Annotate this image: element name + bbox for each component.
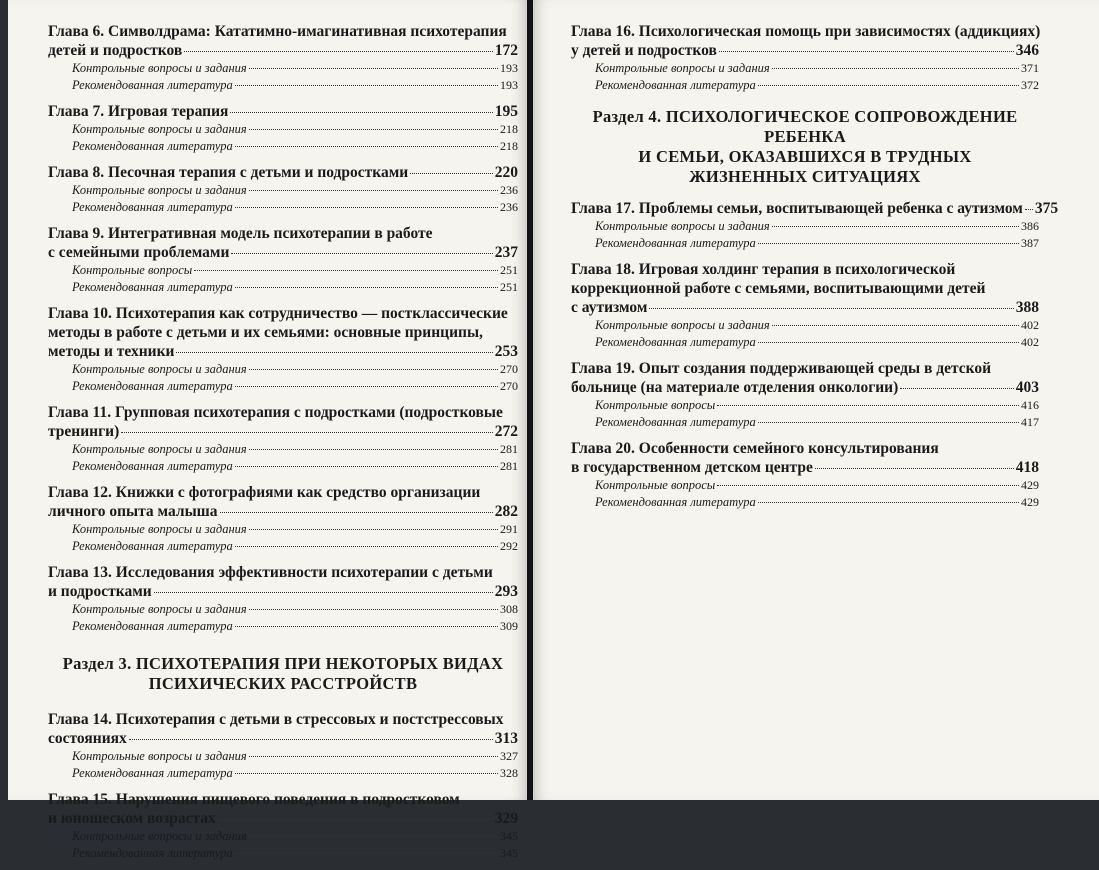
chapter-title-text: Глава 7. Игровая терапия: [48, 103, 229, 120]
chapter-title-text: Глава 19. Опыт создания поддерживающей среды в детской: [571, 360, 992, 377]
chapter-title-text: Глава 16. Психологическая помощь при зависимостях (аддикциях): [571, 23, 1041, 40]
chapter-page-number: 329: [494, 810, 518, 827]
dot-leader: [249, 369, 498, 370]
section-heading-line: Раздел 3. ПСИХОТЕРАПИЯ ПРИ НЕКОТОРЫХ ВИДАХ: [62, 654, 504, 673]
chapter-page-number: 253: [494, 343, 518, 360]
right-toc: [571, 22, 1059, 519]
chapter-title-text: Глава 6. Символдрама: Кататимно-имагинативная психотерапия: [48, 23, 507, 40]
dot-leader: [815, 468, 1014, 469]
right-page: [533, 0, 1099, 800]
chapter-title-text: Глава 17. Проблемы семьи, воспитывающей ребенка с аутизмом: [571, 200, 1023, 217]
dot-leader: [410, 173, 493, 174]
subentry-label: Контрольные вопросы: [72, 263, 193, 277]
section-heading-line: Раздел 4. ПСИХОЛОГИЧЕСКОЕ СОПРОВОЖДЕНИЕ РЕБЕНКА: [592, 107, 1018, 146]
subentry-page-number: 372: [1021, 77, 1039, 92]
subentry-page-number: 281: [500, 458, 518, 473]
dot-leader: [719, 51, 1014, 52]
toc-subentry: [571, 218, 1039, 235]
chapter-page-number: 272: [494, 423, 518, 440]
chapter-title-text: и юношеском возрастах: [48, 810, 216, 827]
subentry-page-number: 270: [500, 362, 518, 376]
chapter-title-line: [48, 163, 518, 182]
dot-leader: [249, 836, 498, 837]
subentry-label: Контрольные вопросы и задания: [595, 318, 770, 332]
subentry-label: Рекомендованная литература: [72, 138, 233, 153]
subentry-label: Рекомендованная литература: [72, 77, 233, 92]
toc-chapter: [48, 403, 518, 474]
toc-subentry: [48, 60, 518, 77]
chapter-title-line: [571, 378, 1039, 397]
chapter-title-text: личного опыта малыша: [48, 503, 218, 520]
subentry-label: Контрольные вопросы и задания: [72, 829, 247, 843]
subentry-page-number: 402: [1021, 318, 1039, 332]
toc-subentry: [571, 60, 1039, 77]
dot-leader: [218, 819, 493, 820]
subentry-page-number: 251: [500, 279, 518, 294]
chapter-title-line: [48, 22, 518, 41]
chapter-title-line: [48, 729, 518, 748]
subentry-label: Рекомендованная литература: [595, 494, 756, 509]
toc-chapter: [48, 224, 518, 295]
subentry-label: Контрольные вопросы и задания: [595, 219, 770, 233]
dot-leader: [1025, 209, 1033, 210]
dot-leader: [235, 626, 498, 627]
chapter-title-line: [571, 359, 1039, 378]
dot-leader: [772, 68, 1019, 69]
toc-subentry: [48, 361, 518, 378]
toc-subentry: [48, 441, 518, 458]
subentry-page-number: 417: [1021, 414, 1039, 429]
chapter-title-line: [571, 199, 1059, 218]
dot-leader: [235, 287, 498, 288]
chapter-title-line: [571, 41, 1039, 60]
chapter-title-line: [48, 41, 518, 60]
toc-subentry: [48, 538, 518, 555]
toc-chapter: [48, 304, 518, 394]
chapter-title-line: [571, 298, 1039, 317]
dot-leader: [235, 207, 498, 208]
dot-leader: [249, 756, 498, 757]
dot-leader: [235, 546, 498, 547]
dot-leader: [249, 68, 498, 69]
chapter-title-line: [48, 323, 518, 342]
toc-subentry: [571, 477, 1039, 494]
subentry-label: Рекомендованная литература: [595, 235, 756, 250]
toc-subentry: [48, 458, 518, 475]
dot-leader: [121, 432, 493, 433]
subentry-page-number: 371: [1021, 61, 1039, 75]
subentry-page-number: 193: [500, 61, 518, 75]
toc-subentry: [48, 199, 518, 216]
dot-leader: [772, 226, 1019, 227]
toc-subentry: [48, 748, 518, 765]
subentry-page-number: 345: [500, 829, 518, 843]
subentry-page-number: 327: [500, 749, 518, 763]
dot-leader: [235, 146, 498, 147]
subentry-label: Контрольные вопросы и задания: [72, 183, 247, 197]
dot-leader: [249, 529, 498, 530]
subentry-label: Рекомендованная литература: [72, 845, 233, 860]
toc-subentry: [571, 397, 1039, 414]
chapter-title-line: [48, 790, 518, 809]
dot-leader: [235, 853, 498, 854]
toc-chapter: [571, 359, 1039, 430]
chapter-title-line: [571, 279, 1039, 298]
subentry-page-number: 193: [500, 77, 518, 92]
toc-subentry: [571, 414, 1039, 431]
chapter-title-text: Глава 12. Книжки с фотографиями как средство организации: [48, 484, 481, 501]
toc-subentry: [48, 521, 518, 538]
chapter-title-text: Глава 9. Интегративная модель психотерапии в работе: [48, 225, 433, 242]
subentry-label: Контрольные вопросы и задания: [595, 61, 770, 75]
dot-leader: [249, 129, 498, 130]
chapter-title-text: у детей и подростков: [571, 42, 717, 59]
toc-subentry: [571, 235, 1039, 252]
toc-chapter: [571, 439, 1039, 510]
left-page: [8, 0, 527, 860]
chapter-page-number: 293: [494, 583, 518, 600]
chapter-title-text: в государственном детском центре: [571, 459, 813, 476]
subentry-label: Рекомендованная литература: [72, 618, 233, 633]
subentry-page-number: 308: [500, 602, 518, 616]
chapter-page-number: 195: [494, 103, 518, 120]
chapter-title-text: и подростками: [48, 583, 152, 600]
chapter-title-line: [571, 22, 1039, 41]
toc-chapter: [48, 710, 518, 781]
dot-leader: [194, 270, 498, 271]
subentry-label: Контрольные вопросы и задания: [72, 522, 247, 536]
chapter-title-line: [48, 809, 518, 828]
subentry-label: Рекомендованная литература: [72, 378, 233, 393]
toc-chapter: [571, 260, 1039, 350]
subentry-label: Контрольные вопросы и задания: [72, 749, 247, 763]
toc-subentry: [48, 828, 518, 845]
subentry-page-number: 345: [500, 845, 518, 860]
chapter-page-number: 388: [1015, 299, 1039, 316]
section-heading-line: И СЕМЬИ, ОКАЗАВШИХСЯ В ТРУДНЫХ: [638, 147, 972, 166]
subentry-label: Рекомендованная литература: [72, 279, 233, 294]
toc-subentry: [48, 279, 518, 296]
chapter-title-text: Глава 15. Нарушения пищевого поведения в подростковом: [48, 791, 460, 808]
dot-leader: [249, 449, 498, 450]
dot-leader: [230, 112, 492, 113]
subentry-label: Рекомендованная литература: [72, 538, 233, 553]
subentry-page-number: 429: [1021, 478, 1039, 492]
chapter-title-text: Глава 18. Игровая холдинг терапия в психологической: [571, 261, 956, 278]
chapter-title-line: [48, 403, 518, 422]
dot-leader: [649, 308, 1013, 309]
dot-leader: [154, 592, 493, 593]
toc-subentry: [48, 182, 518, 199]
chapter-title-text: детей и подростков: [48, 42, 183, 59]
subentry-page-number: 386: [1021, 219, 1039, 233]
dot-leader: [176, 352, 492, 353]
chapter-title-line: [48, 422, 518, 441]
dot-leader: [758, 422, 1019, 423]
toc-subentry: [48, 618, 518, 635]
subentry-page-number: 270: [500, 378, 518, 393]
subentry-page-number: 291: [500, 522, 518, 536]
toc-subentry: [571, 494, 1039, 511]
toc-subentry: [48, 121, 518, 138]
toc-subentry: [571, 334, 1039, 351]
chapter-page-number: 172: [494, 42, 518, 59]
subentry-label: Рекомендованная литература: [72, 765, 233, 780]
subentry-page-number: 402: [1021, 334, 1039, 349]
subentry-label: Контрольные вопросы: [595, 478, 716, 492]
dot-leader: [249, 190, 498, 191]
chapter-title-line: [48, 243, 518, 262]
chapter-title-text: с аутизмом: [571, 299, 648, 316]
toc-subentry: [571, 317, 1039, 334]
toc-subentry: [571, 77, 1039, 94]
toc-subentry: [48, 138, 518, 155]
dot-leader: [220, 512, 493, 513]
dot-leader: [758, 342, 1019, 343]
toc-subentry: [48, 601, 518, 618]
chapter-title-text: Глава 14. Психотерапия с детьми в стрессовых и постстрессовых: [48, 711, 504, 728]
section-heading: [48, 654, 518, 694]
chapter-title-line: [48, 102, 518, 121]
dot-leader: [900, 388, 1013, 389]
chapter-title-text: состояниях: [48, 730, 127, 747]
subentry-page-number: 218: [500, 122, 518, 136]
chapter-page-number: 220: [494, 164, 518, 181]
subentry-label: Рекомендованная литература: [595, 77, 756, 92]
chapter-title-text: методы в работе с детьми и их семьями: основные принципы,: [48, 324, 483, 341]
toc-subentry: [48, 77, 518, 94]
dot-leader: [249, 609, 498, 610]
toc-chapter: [48, 102, 518, 154]
section-heading: [571, 107, 1039, 187]
subentry-label: Рекомендованная литература: [595, 414, 756, 429]
subentry-label: Рекомендованная литература: [595, 334, 756, 349]
dot-leader: [717, 485, 1019, 486]
dot-leader: [758, 502, 1019, 503]
chapter-title-line: [571, 260, 1039, 279]
toc-chapter: [48, 483, 518, 554]
toc-subentry: [48, 262, 518, 279]
dot-leader: [758, 85, 1019, 86]
section-heading-line: ПСИХИЧЕСКИХ РАССТРОЙСТВ: [148, 674, 418, 693]
chapter-page-number: 282: [494, 503, 518, 520]
chapter-title-text: Глава 20. Особенности семейного консультирования: [571, 440, 939, 457]
subentry-page-number: 281: [500, 442, 518, 456]
chapter-page-number: 418: [1015, 459, 1039, 476]
subentry-page-number: 218: [500, 138, 518, 153]
dot-leader: [184, 51, 493, 52]
section-heading-line: ЖИЗНЕННЫХ СИТУАЦИЯХ: [689, 167, 921, 186]
dot-leader: [235, 466, 498, 467]
subentry-label: Рекомендованная литература: [72, 458, 233, 473]
chapter-title-text: Глава 13. Исследования эффективности психотерапии с детьми: [48, 564, 493, 581]
subentry-label: Контрольные вопросы: [595, 398, 716, 412]
dot-leader: [129, 739, 493, 740]
chapter-page-number: 313: [494, 730, 518, 747]
subentry-page-number: 416: [1021, 398, 1039, 412]
subentry-page-number: 309: [500, 618, 518, 633]
toc-chapter: [48, 22, 518, 93]
dot-leader: [235, 386, 498, 387]
chapter-title-text: Глава 8. Песочная терапия с детьми и подростками: [48, 164, 409, 181]
chapter-title-line: [48, 710, 518, 729]
toc-subentry: [48, 765, 518, 782]
subentry-page-number: 236: [500, 199, 518, 214]
dot-leader: [235, 85, 498, 86]
toc-chapter: [48, 163, 518, 215]
subentry-label: Контрольные вопросы и задания: [72, 362, 247, 376]
chapter-title-line: [48, 502, 518, 521]
chapter-title-line: [48, 582, 518, 601]
subentry-label: Контрольные вопросы и задания: [72, 61, 247, 75]
chapter-title-text: Глава 11. Групповая психотерапия с подростками (подростковые: [48, 404, 503, 421]
toc-chapter: [571, 199, 1059, 251]
chapter-title-text: Глава 10. Психотерапия как сотрудничество — постклассические: [48, 305, 508, 322]
chapter-title-line: [571, 458, 1039, 477]
chapter-title-line: [48, 563, 518, 582]
chapter-title-text: коррекционной работе с семьями, воспитывающими детей: [571, 280, 986, 297]
toc-subentry: [48, 378, 518, 395]
chapter-title-text: больнице (на материале отделения онкологии): [571, 379, 899, 396]
toc-chapter: [48, 563, 518, 634]
dot-leader: [231, 253, 492, 254]
subentry-label: Контрольные вопросы и задания: [72, 602, 247, 616]
chapter-title-line: [48, 304, 518, 323]
chapter-title-text: тренинги): [48, 423, 120, 440]
chapter-page-number: 237: [494, 244, 518, 261]
subentry-label: Рекомендованная литература: [72, 199, 233, 214]
chapter-page-number: 403: [1015, 379, 1039, 396]
subentry-page-number: 292: [500, 538, 518, 553]
chapter-page-number: 375: [1034, 200, 1059, 217]
dot-leader: [772, 325, 1019, 326]
subentry-page-number: 328: [500, 765, 518, 780]
chapter-title-text: методы и техники: [48, 343, 175, 360]
subentry-page-number: 236: [500, 183, 518, 197]
chapter-title-line: [48, 483, 518, 502]
subentry-page-number: 429: [1021, 494, 1039, 509]
subentry-label: Контрольные вопросы и задания: [72, 442, 247, 456]
dot-leader: [758, 243, 1019, 244]
chapter-title-text: с семейными проблемами: [48, 244, 230, 261]
subentry-page-number: 251: [500, 263, 518, 277]
subentry-label: Контрольные вопросы и задания: [72, 122, 247, 136]
toc-subentry: [48, 845, 518, 862]
dot-leader: [235, 773, 498, 774]
subentry-page-number: 387: [1021, 235, 1039, 250]
toc-chapter: [571, 22, 1039, 93]
chapter-title-line: [48, 342, 518, 361]
dot-leader: [717, 405, 1019, 406]
chapter-title-line: [571, 439, 1039, 458]
chapter-page-number: 346: [1015, 42, 1039, 59]
left-toc: [48, 22, 518, 870]
toc-chapter: [48, 790, 518, 861]
chapter-title-line: [48, 224, 518, 243]
